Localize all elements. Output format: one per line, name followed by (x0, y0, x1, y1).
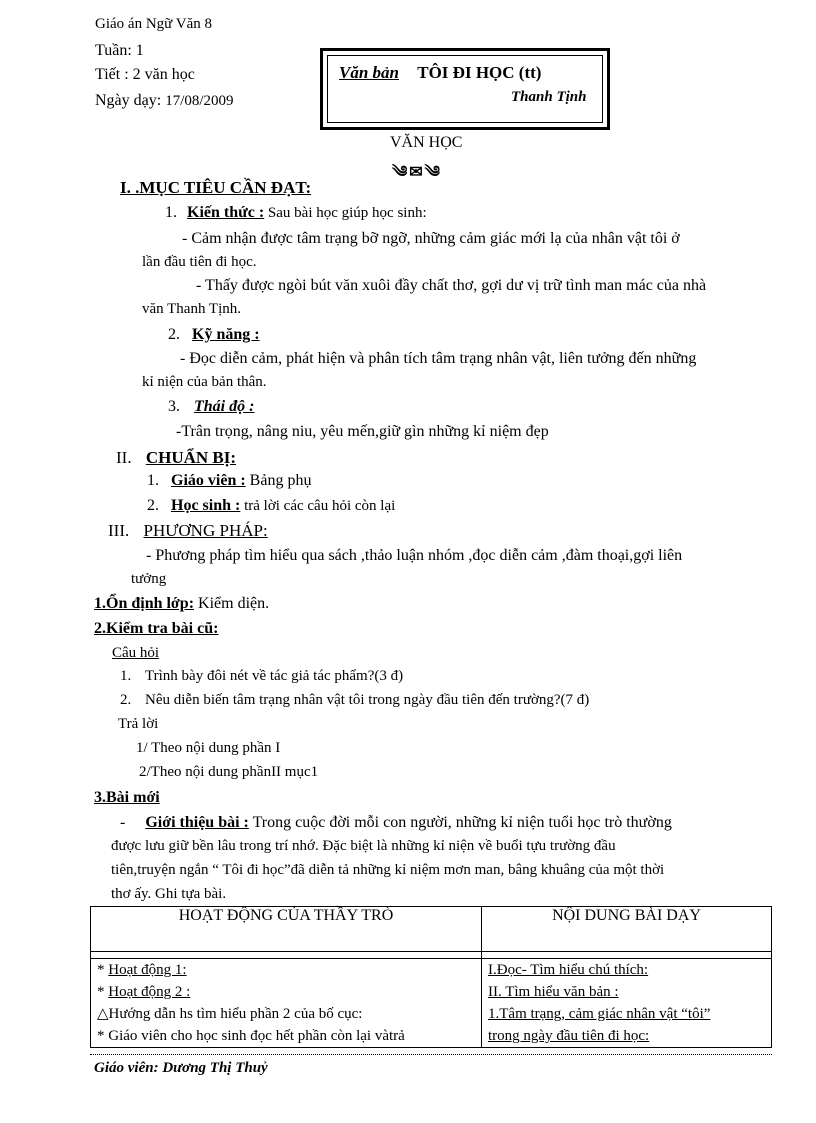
content-2: II. Tìm hiểu văn bản : (482, 981, 772, 1003)
question-2: 2. Nêu diễn biến tâm trạng nhân vật tôi trong ngày đầu tiên đến trường?(7 đ) (120, 692, 590, 708)
knowledge-point-1a: - Cảm nhận được tâm trạng bỡ ngỡ, những cảm giác mới lạ của nhân vật tôi ở (182, 230, 680, 247)
table-header-row (91, 907, 772, 952)
step-3-label: 3.Bài mới (94, 789, 160, 806)
teacher-prep-label: Giáo viên : (171, 472, 246, 489)
attitude-label: Thái độ : (194, 398, 255, 415)
intro-line-c: tiên,truyện ngắn “ Tôi đi học”đã diễn tả những kỉ niệm mơn man, bâng khuâng của một thời (111, 862, 665, 878)
table-row (91, 981, 772, 1003)
content-3: 1.Tâm trạng, cảm giác nhân vật “tôi” (482, 1003, 772, 1025)
intro-label: Giới thiệu bài : (145, 814, 249, 831)
col-content-header: NỘI DUNG BÀI DẠY (482, 907, 772, 952)
table-row (91, 959, 772, 982)
objectives-heading: I. .MỤC TIÊU CẦN ĐẠT: (120, 178, 312, 197)
table-row (91, 1025, 772, 1048)
question-1: 1. Trình bày đôi nét về tác giả tác phẩm?(3 đ) (120, 668, 404, 684)
ornament-icon: ༄✉༄ (392, 164, 442, 181)
title-box (320, 48, 610, 130)
table-spacer-row (91, 952, 772, 959)
attitude-line: 3. Thái độ : (168, 398, 255, 415)
skills-point-a: - Đọc diễn cảm, phát hiện và phân tích tâm trạng nhân vật, liên tưởng đến những (180, 350, 697, 367)
date-label: Ngày dạy: (95, 92, 166, 109)
knowledge-point-2a: - Thấy được ngòi bút văn xuôi đầy chất thơ, gợi dư vị trữ tình man mác của nhà (196, 277, 707, 294)
intro-line-d: thơ ấy. Ghi tựa bài. (111, 886, 227, 902)
student-prep-label: Học sinh : (171, 497, 241, 514)
table-row (91, 1003, 772, 1025)
lesson-title: TÔI ĐI HỌC (tt) (417, 63, 542, 82)
period-label: Tiết : 2 văn học (95, 66, 195, 83)
text-type-label: Văn bản (339, 63, 399, 82)
title-line (339, 63, 541, 83)
activity-4: * Giáo viên cho học sinh đọc hết phần còn lại vàtrả (91, 1025, 482, 1048)
content-1: I.Đọc- Tìm hiểu chú thích: (482, 959, 772, 982)
knowledge-point-1b: lần đầu tiên đi học. (142, 254, 257, 270)
section-type: VĂN HỌC (390, 134, 463, 151)
skills-label: Kỹ năng : (192, 326, 260, 343)
knowledge-label: Kiến thức : (187, 204, 265, 221)
date-value: 17/08/2009 (165, 93, 234, 109)
date-line (95, 92, 234, 110)
activity-2: * Hoạt động 2 : (91, 981, 482, 1003)
activity-1: * Hoạt động 1: (91, 959, 482, 982)
answer-2: 2/Theo nội dung phầnII mục1 (139, 764, 319, 780)
content-4: trong ngày đầu tiên đi học: (482, 1025, 772, 1048)
attitude-text: -Trân trọng, nâng niu, yêu mến,giữ gìn những kỉ niệm đẹp (176, 423, 549, 440)
subject-label: Giáo án Ngữ Văn 8 (95, 16, 212, 32)
knowledge-line: 1. Kiến thức : Sau bài học giúp học sinh: (165, 204, 427, 221)
intro-line-b: được lưu giữ bền lâu trong trí nhớ. Đặc biệt là những kỉ niện về buổi tựu trường đầu (111, 838, 616, 854)
week-label: Tuần: 1 (95, 42, 144, 59)
step-1-line: 1.Ổn định lớp: Kiểm diện. (94, 595, 270, 612)
intro-line-a: - Giới thiệu bài : Trong cuộc đời mỗi con người, những kỉ niện tuổi học trò thường (120, 814, 672, 831)
method-text-b: tưởng (131, 571, 167, 587)
step-2-label: 2.Kiểm tra bài cũ: (94, 620, 219, 637)
lesson-table (90, 906, 772, 1048)
student-prep-line: 2. Học sinh : trả lời các câu hỏi còn lại (147, 497, 396, 514)
skills-point-b: kỉ niện của bản thân. (142, 374, 267, 390)
col-activities-header: HOẠT ĐỘNG CỦA THẦY TRÒ (91, 907, 482, 952)
questions-label: Câu hỏi (112, 645, 160, 661)
footer-teacher: Giáo viên: Dương Thị Thuỷ (94, 1060, 268, 1076)
skills-line: 2. Kỹ năng : (168, 326, 260, 343)
answer-1: 1/ Theo nội dung phần I (136, 740, 281, 756)
footer-divider (90, 1054, 772, 1055)
teacher-prep-line: 1. Giáo viên : Bảng phụ (147, 472, 312, 489)
method-text-a: - Phương pháp tìm hiểu qua sách ,thảo luận nhóm ,đọc diễn cảm ,đàm thoại,gợi liên (146, 547, 683, 564)
knowledge-point-2b: văn Thanh Tịnh. (142, 301, 242, 317)
method-heading: III. PHƯƠNG PHÁP: (108, 521, 268, 540)
step-1-label: 1.Ổn định lớp: (94, 595, 195, 612)
author-name: Thanh Tịnh (511, 89, 587, 105)
activity-3: △Hướng dẫn hs tìm hiểu phần 2 của bố cục: (91, 1003, 482, 1025)
preparation-heading: II. CHUẨN BỊ: (116, 448, 237, 467)
answers-label: Trả lời (118, 716, 159, 732)
